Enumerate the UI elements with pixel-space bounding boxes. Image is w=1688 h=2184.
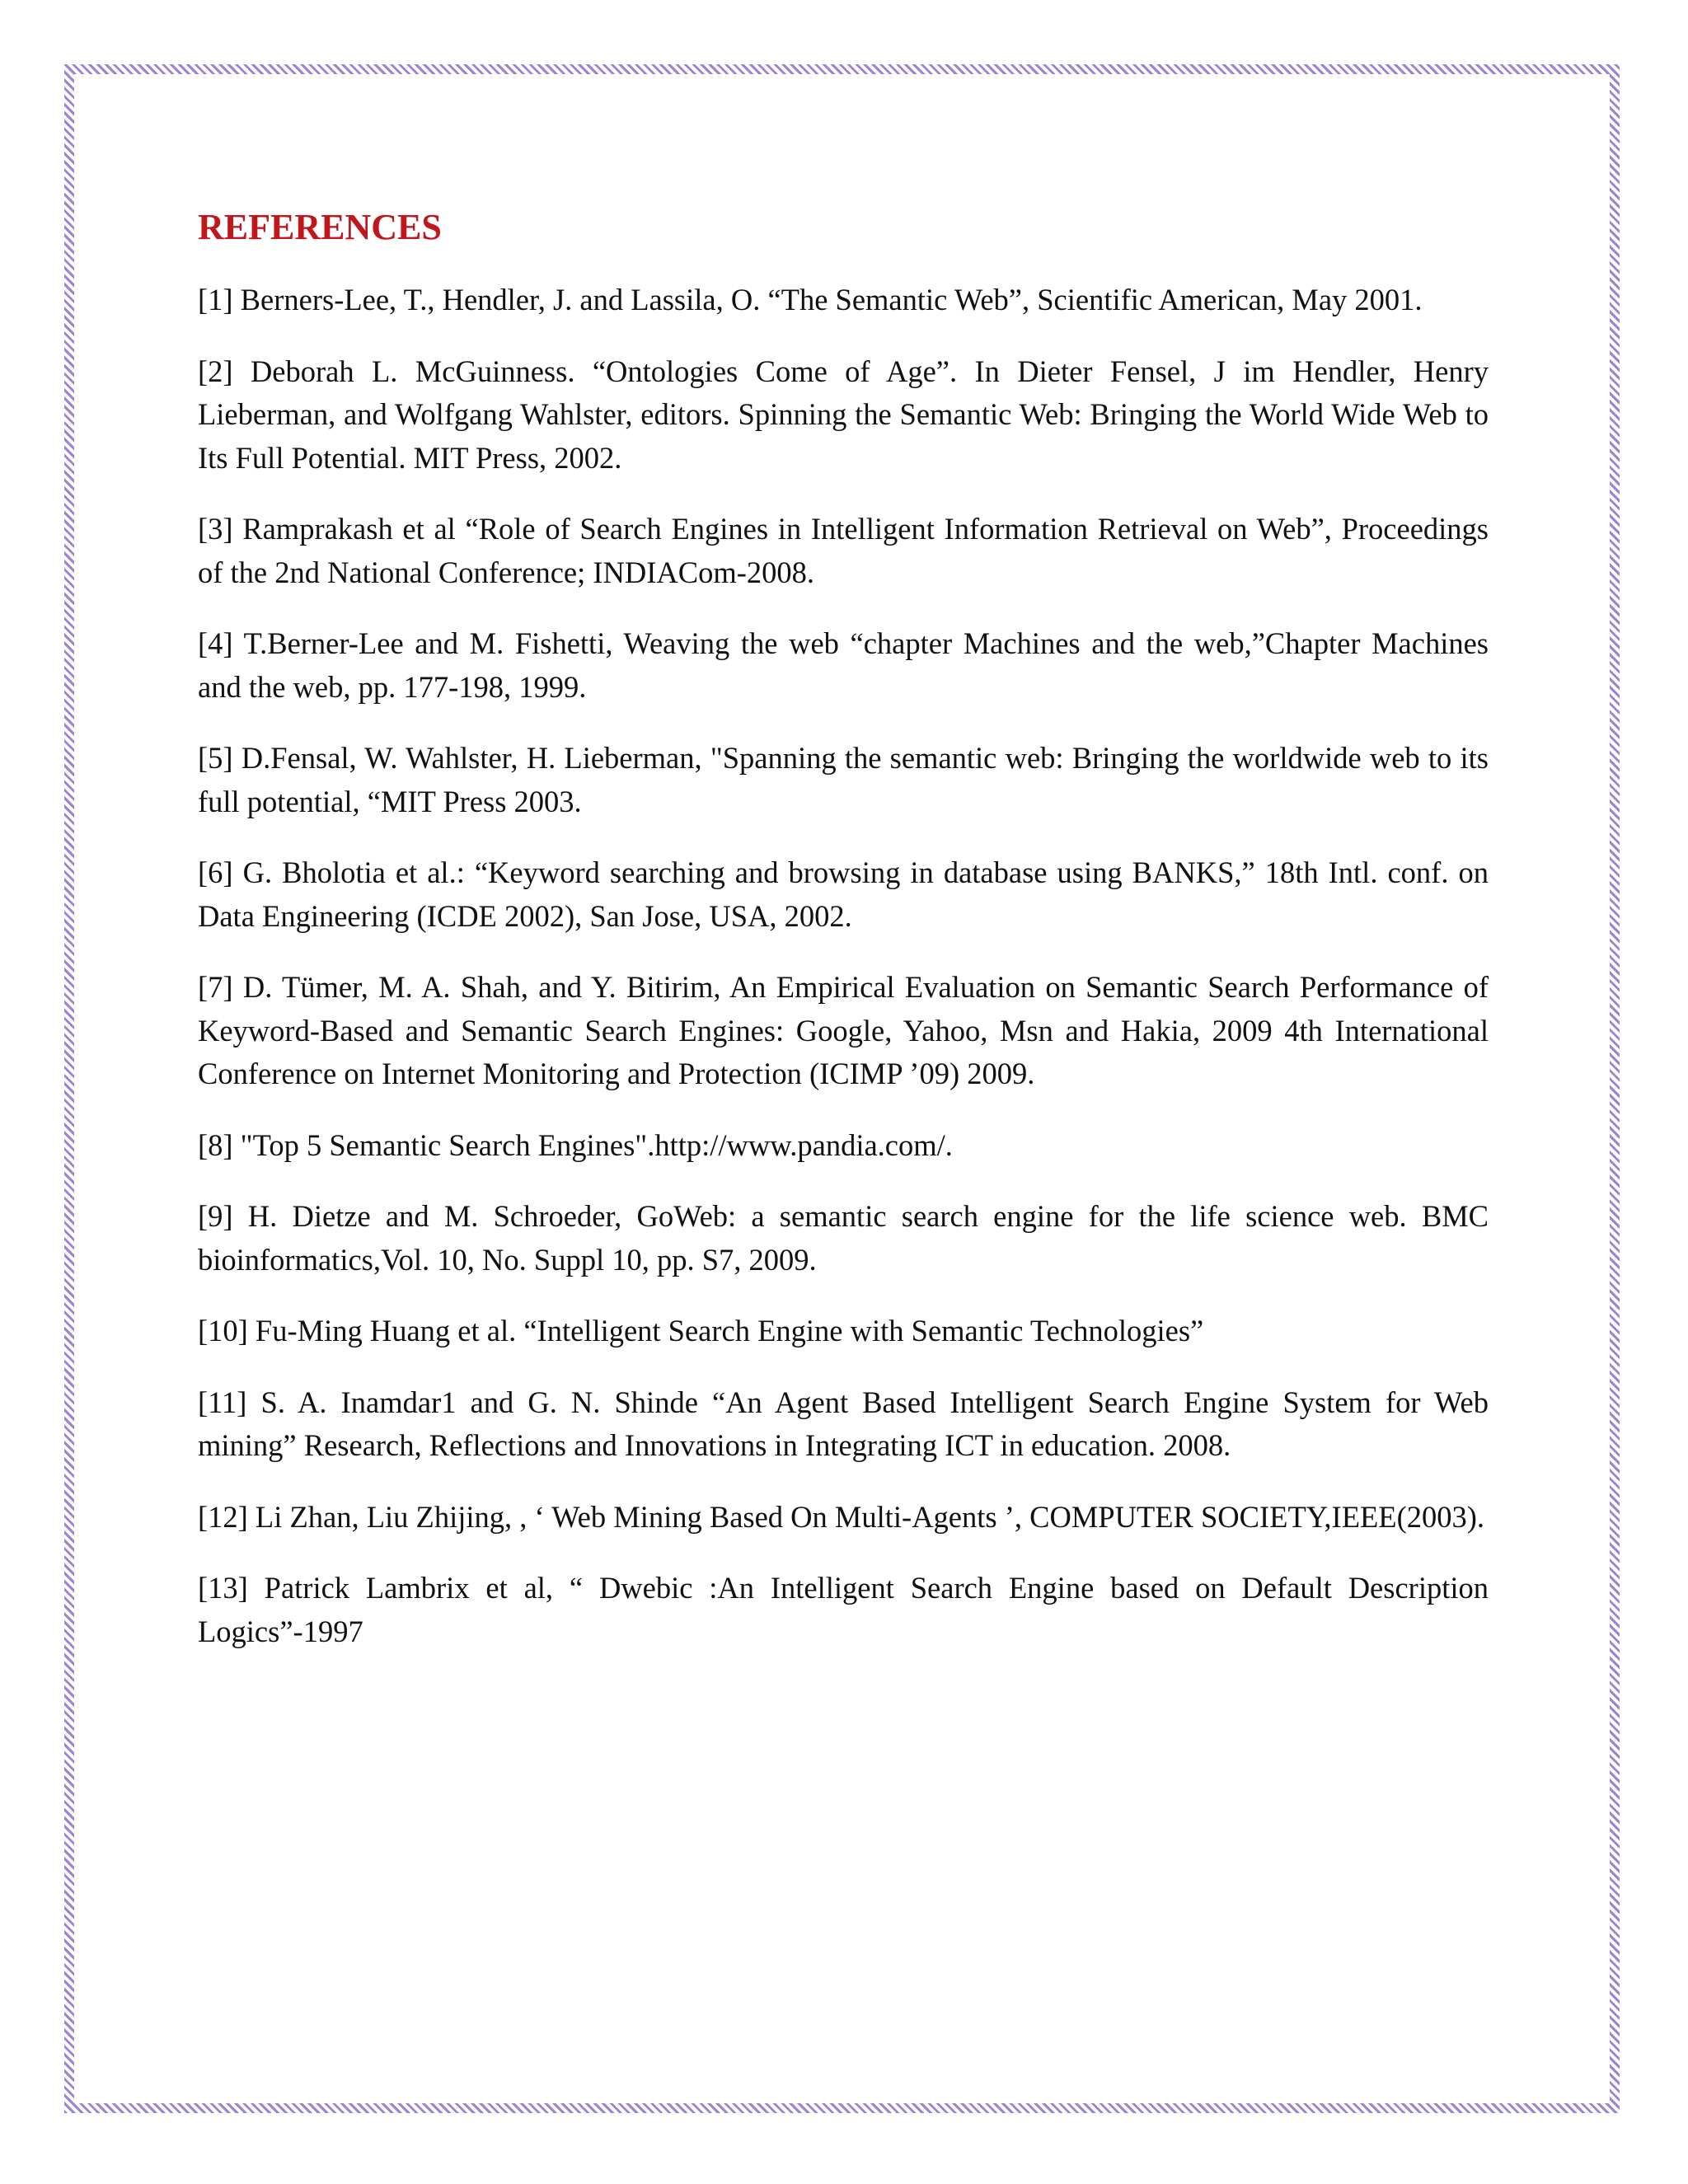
reference-item: [7] D. Tümer, M. A. Shah, and Y. Bitirim, An Empirical Evaluation on Semantic Search Performance of Keyword-Based and Semantic Search Engines: Google, Yahoo, Msn and Hakia, 2009 4th International Conference on Internet Monitoring and Protection (ICIMP ’09) 2009. — [198, 970, 1489, 1090]
page-title: REFERENCES — [198, 207, 442, 247]
reference-item: [12] Li Zhan, Liu Zhijing, , ‘ Web Mining Based On Multi-Agents ’, COMPUTER SOCIETY,IEEE(2003). — [198, 1499, 1485, 1534]
reference-item: [4] T.Berner-Lee and M. Fishetti, Weaving the web “chapter Machines and the web,”Chapter Machines and the web, pp. 177-198, 1999. — [198, 626, 1489, 704]
reference-item: [6] G. Bholotia et al.: “Keyword searching and browsing in database using BANKS,” 18th Intl. conf. on Data Engineering (ICDE 2002), San Jose, USA, 2002. — [198, 855, 1489, 933]
reference-item: [9] H. Dietze and M. Schroeder, GoWeb: a semantic search engine for the life science web. BMC bioinformatics,Vol. 10, No. Suppl 10, pp. S7, 2009. — [198, 1199, 1489, 1277]
reference-item: [3] Ramprakash et al “Role of Search Engines in Intelligent Information Retrieval on Web”, Proceedings of the 2nd National Conference; INDIACom-2008. — [198, 512, 1489, 589]
reference-item: [1] Berners-Lee, T., Hendler, J. and Lassila, O. “The Semantic Web”, Scientific American, May 2001. — [198, 283, 1423, 316]
reference-item: [2] Deborah L. McGuinness. “Ontologies Come of Age”. In Dieter Fensel, J im Hendler, Henry Lieberman, and Wolfgang Wahlster, editors. Spinning the Semantic Web: Bringing the World Wide Web to Its Full Potential. MIT Press, 2002. — [198, 354, 1489, 475]
reference-item: [5] D.Fensal, W. Wahlster, H. Lieberman, "Spanning the semantic web: Bringing the worldwide web to its full potential, “MIT Press 2003. — [198, 741, 1489, 818]
reference-item: [10] Fu-Ming Huang et al. “Intelligent Search Engine with Semantic Technologies” — [198, 1314, 1204, 1347]
reference-item: [8] "Top 5 Semantic Search Engines".http://www.pandia.com/. — [198, 1127, 953, 1162]
reference-item: [13] Patrick Lambrix et al, “ Dwebic :An Intelligent Search Engine based on Default Description Logics”-1997 — [198, 1571, 1489, 1648]
reference-item: [11] S. A. Inamdar1 and G. N. Shinde “An Agent Based Intelligent Search Engine System for Web mining” Research, Reflections and Innovations in Integrating ICT in education. 2008. — [198, 1385, 1489, 1462]
references-section — [198, 204, 1489, 1681]
